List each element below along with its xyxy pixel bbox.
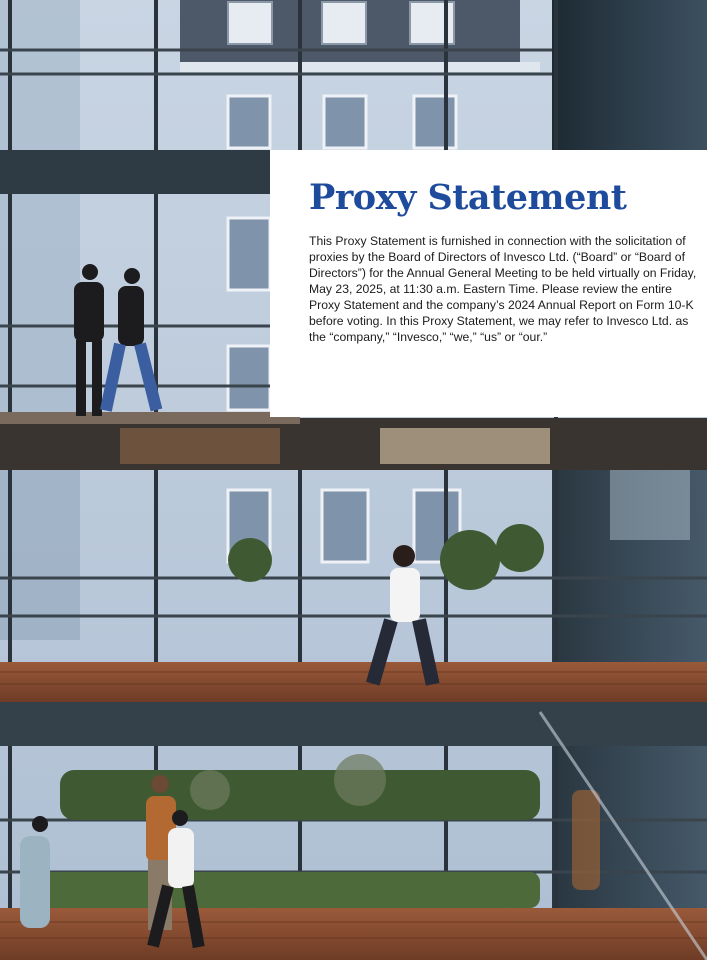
intro-paragraph: This Proxy Statement is furnished in connection with the solicitation of proxies by the Board of Directors of Invesco Ltd. (“Board” or “Board of Directors”) for the Annual General Meeting to be held virtually on Friday, May 23, 2025, at 11:30 a.m. Eastern Time. Please review the entire Proxy Statement and the company’s 2024 Annual Report on Form 10-K before voting. In this Proxy Statement, we may refer to Invesco Ltd. as the “company,” “Invesco,” “we,” “us” or “our.” — [309, 234, 697, 344]
intro-panel — [270, 150, 707, 417]
page-title: Proxy Statement — [309, 177, 627, 218]
